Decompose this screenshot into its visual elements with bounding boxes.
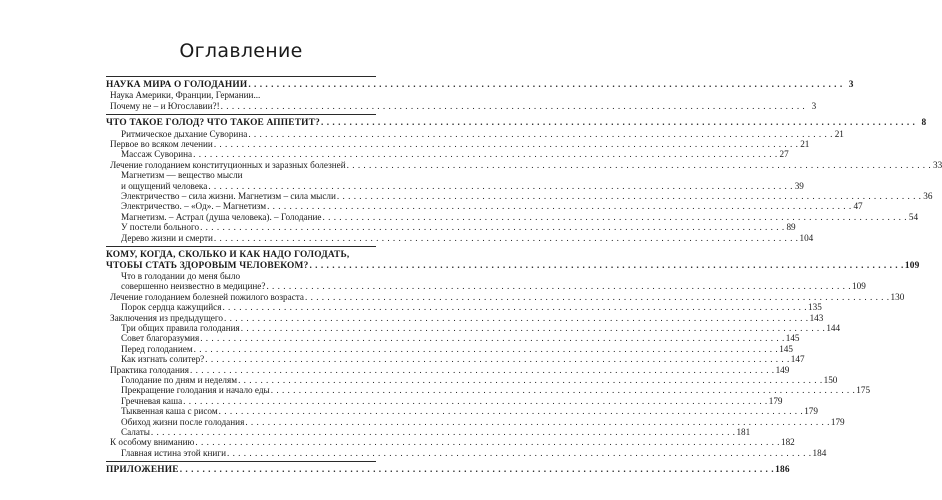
toc-page-number: 179: [804, 406, 818, 417]
toc-entry-title: Электричество – сила жизни. Магнетизм – сила мысли: [121, 191, 336, 202]
dot-leader: [222, 302, 807, 312]
toc-page-number: 175: [856, 385, 871, 396]
toc-page-number: 182: [780, 437, 795, 448]
toc-page-number: 184: [812, 447, 827, 458]
dot-leader: [227, 448, 812, 458]
toc-entry-title: Три общих правила голодания: [121, 322, 240, 333]
toc-entry-title: Электричество. – «Од». – Магнетизм: [121, 201, 267, 212]
dot-leader: [245, 417, 830, 427]
toc-page-number: 27: [779, 149, 789, 160]
dot-leader: [190, 365, 775, 375]
toc-entry-title: У постели больного: [121, 222, 200, 233]
dot-leader: [193, 149, 778, 159]
toc-entry: [106, 90, 376, 100]
dot-leader: [219, 406, 804, 416]
toc-entry: [106, 343, 793, 354]
toc-entry-title: Порок сердца кажущийся: [121, 302, 222, 313]
dot-leader: [221, 101, 806, 111]
toc-entry-title: Что в голодании до меня было: [121, 270, 241, 281]
toc-entry-title: Ритмическое дыхание Суворина: [121, 128, 248, 139]
toc-entry: [106, 100, 817, 111]
toc-entry: [106, 291, 905, 302]
toc-section: [106, 247, 920, 461]
dot-leader: [248, 80, 842, 90]
dot-leader: [205, 354, 790, 364]
toc-entry: [106, 232, 814, 243]
dot-leader: [271, 385, 856, 395]
toc-page-number: 39: [794, 180, 804, 191]
toc-entry-title: Прекращение голодания и начало еды: [121, 385, 270, 396]
toc-section: [106, 462, 790, 478]
toc-page-number: 179: [768, 395, 783, 406]
dot-leader: [214, 233, 799, 243]
toc-page-number: 3: [811, 100, 817, 111]
dot-leader: [200, 333, 785, 343]
toc-page-number: 3: [848, 80, 854, 90]
toc-entry-title: Магнетизм. – Астрал (душа человека). – Голодание: [121, 211, 322, 222]
toc-entry-title: Практика голодания: [110, 364, 190, 375]
dot-leader: [200, 222, 785, 232]
toc-entry: [106, 364, 790, 375]
dot-leader: [323, 212, 908, 222]
toc-entry: [106, 159, 942, 170]
toc-page-number: 145: [785, 333, 800, 344]
toc-chapter-entry: [106, 260, 920, 271]
toc-entry: [106, 302, 822, 313]
toc-page-number: 109: [852, 281, 866, 292]
toc-entry: [106, 211, 919, 222]
toc-entry: [106, 281, 866, 292]
dot-leader: [238, 375, 823, 385]
dot-leader: [194, 344, 779, 354]
toc-page-number: 47: [853, 201, 863, 212]
toc-page-number: 135: [808, 302, 822, 313]
toc-entry-title: Голодание по дням и неделям: [121, 374, 238, 385]
toc-entry: [106, 312, 824, 323]
toc-entry-title: ПРИЛОЖЕНИЕ: [106, 465, 179, 476]
toc-entry: [106, 354, 805, 365]
toc-chapter-entry: [106, 250, 376, 260]
toc-page-number: 109: [904, 260, 920, 271]
toc-entry: [106, 180, 804, 191]
toc-entry-title: Первое во всяком лечении: [110, 139, 213, 150]
toc-page-number: 150: [823, 374, 838, 385]
toc-chapter-entry: [106, 465, 790, 476]
toc-entry: [106, 139, 810, 150]
toc-entry: [106, 222, 796, 233]
toc-entry: [106, 406, 818, 417]
toc-entry: [106, 271, 376, 281]
toc-chapter-entry: [106, 118, 927, 129]
toc-chapter-entry: [106, 80, 854, 90]
toc-page-number: 21: [834, 128, 844, 139]
toc-entry-title: и ощущений человека: [121, 180, 208, 191]
dot-leader: [248, 129, 833, 139]
toc-page-number: 21: [800, 139, 810, 150]
toc-section: [106, 77, 854, 114]
toc-entry-title: ЧТО ТАКОЕ ГОЛОД? ЧТО ТАКОЕ АППЕТИТ?: [106, 118, 321, 129]
toc-entry: [106, 322, 841, 333]
dot-leader: [347, 160, 932, 170]
toc-entry-title: КОМУ, КОГДА, СКОЛЬКО И КАК НАДО ГОЛОДАТЬ,: [106, 250, 350, 261]
toc-entry: [106, 374, 838, 385]
toc-page-number: 145: [779, 343, 793, 354]
toc-entry-title: Лечение голоданием болезней пожилого возраста: [110, 291, 304, 302]
toc-entry-title: Салаты: [121, 427, 150, 437]
toc-entry-title: К особому вниманию: [110, 437, 195, 448]
toc-entry-title: совершенно неизвестно в медицине?: [121, 281, 266, 292]
dot-leader: [241, 323, 826, 333]
toc-page-number: 33: [932, 159, 942, 170]
toc-entry: [106, 437, 795, 448]
dot-leader: [267, 201, 852, 211]
toc-entry: [106, 333, 800, 344]
toc-page-number: 89: [786, 222, 796, 233]
toc-page-number: 36: [923, 191, 933, 202]
toc-page-number: 181: [736, 427, 751, 437]
toc-entry: [106, 385, 871, 396]
toc-entry: [106, 170, 376, 180]
dot-leader: [305, 292, 890, 302]
dot-leader: [266, 281, 851, 291]
toc-entry-title: Как изгнать солитер?: [121, 354, 205, 365]
toc-entry: [106, 395, 783, 406]
toc-entry-title: Наука Америки, Франции, Германии...: [110, 90, 261, 101]
toc-entry-title: Тыквенная каша с рисом: [121, 406, 218, 417]
toc-entry-title: Лечение голоданием конституционных и заразных болезней: [110, 159, 346, 170]
toc-entry-title: Обиход жизни после голодания: [121, 416, 245, 427]
toc-entry-title: Перед голоданием: [121, 343, 193, 354]
toc-page-number: 104: [799, 232, 814, 243]
toc-entry: [106, 201, 863, 212]
dot-leader: [224, 313, 809, 323]
dot-leader: [180, 465, 774, 475]
toc-page-number: 144: [826, 322, 841, 333]
dot-leader: [183, 396, 768, 406]
toc-page-number: 54: [908, 211, 919, 222]
toc-entry-title: Дерево жизни и смерти: [121, 232, 213, 243]
toc-entry: [106, 447, 827, 458]
toc-entry: [106, 128, 844, 139]
dot-leader: [309, 261, 903, 271]
toc-entry-title: Массаж Суворина: [121, 149, 193, 160]
toc-entry-title: Гречневая каша: [121, 395, 183, 406]
toc-page-number: 8: [921, 118, 927, 129]
toc-page-number: 149: [775, 364, 790, 375]
toc-entry-title: Магнетизм — вещество мысли: [121, 170, 243, 181]
table-of-contents-page: [106, 40, 942, 479]
toc-entry: [106, 149, 789, 160]
dot-leader: [208, 181, 793, 191]
toc-entry-title: Заключения из предыдущего: [110, 312, 224, 323]
toc-entry: [106, 191, 933, 202]
dot-leader: [195, 437, 780, 447]
dot-leader: [321, 118, 915, 128]
toc-page-number: 186: [775, 465, 790, 476]
toc-section: [106, 115, 942, 246]
toc-entry: [106, 416, 845, 427]
toc-page-number: 143: [809, 312, 824, 323]
toc-entry-title: Совет благоразумия: [121, 333, 200, 344]
toc-page-number: 179: [830, 416, 845, 427]
toc-entry-title: НАУКА МИРА О ГОЛОДАНИИ: [106, 80, 248, 90]
toc-entry-title: Почему не – и Югославии?!: [110, 100, 220, 111]
page-title: Оглавление: [179, 40, 303, 62]
toc-list: [106, 76, 942, 479]
toc-page-number: 147: [790, 354, 805, 365]
toc-page-number: 130: [890, 291, 905, 302]
toc-entry-title: Главная истина этой книги: [121, 447, 226, 458]
dot-leader: [214, 139, 799, 149]
dot-leader: [337, 191, 922, 201]
toc-entry: [106, 427, 751, 437]
dot-leader: [151, 427, 736, 437]
toc-entry-title: ЧТОБЫ СТАТЬ ЗДОРОВЫМ ЧЕЛОВЕКОМ?: [106, 260, 309, 271]
